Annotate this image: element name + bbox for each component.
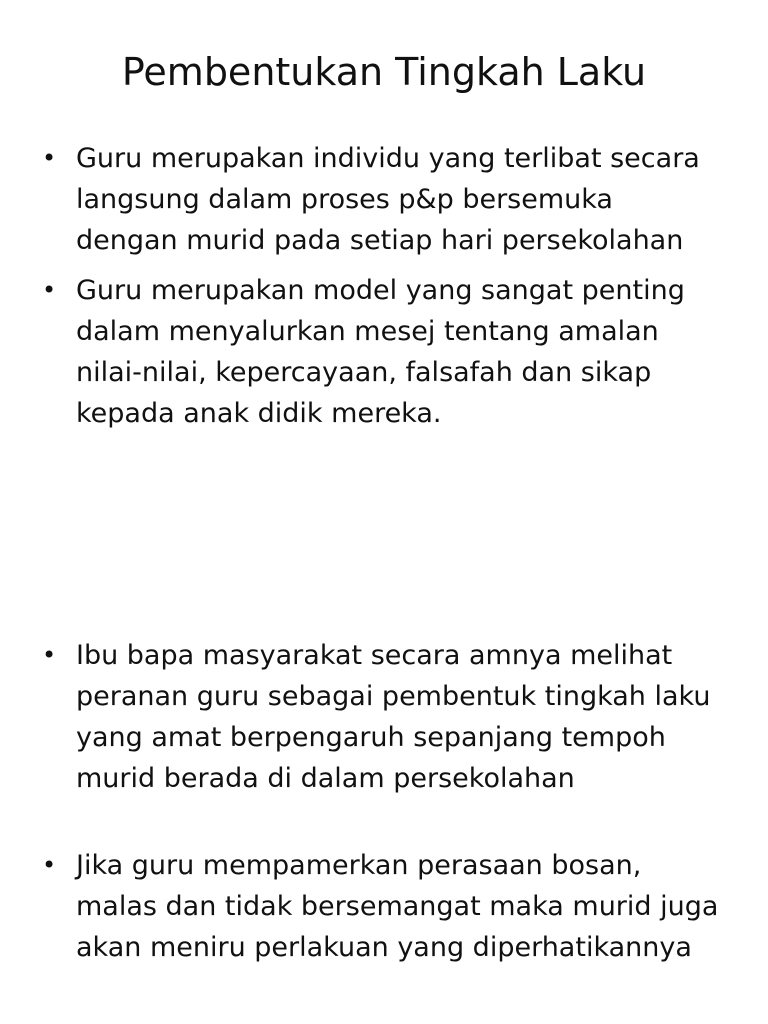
bullet-list [42, 138, 732, 977]
bullet-item-1 [42, 138, 732, 261]
bullet-text-2: Guru merupakan model yang sangat penting dalam menyalurkan mesej tentang amalan nilai-nilai, kepercayaan, falsafah dan sikap kepada anak didik mereka. [76, 275, 685, 429]
bullet-dot-icon: • [42, 851, 57, 879]
bullet-text-4: Jika guru mempamerkan perasaan bosan, malas dan tidak bersemangat maka murid juga akan meniru perlakuan yang diperhatikannya [76, 850, 719, 963]
content-spacer [42, 443, 732, 635]
bullet-dot-icon: • [42, 641, 57, 669]
slide-title: Pembentukan Tingkah Laku [121, 50, 647, 94]
bullet-item-4 [42, 845, 732, 968]
bullet-item-3 [42, 635, 732, 799]
bullet-item-2 [42, 270, 732, 434]
bullet-text-3: Ibu bapa masyarakat secara amnya melihat peranan guru sebagai pembentuk tingkah laku yang amat berpengaruh sepanjang tempoh murid berada di dalam persekolahan [76, 640, 711, 794]
content-spacer [42, 808, 732, 845]
bullet-dot-icon: • [42, 276, 57, 304]
bullet-dot-icon: • [42, 144, 57, 172]
bullet-text-1: Guru merupakan individu yang terlibat secara langsung dalam proses p&p bersemuka dengan murid pada setiap hari persekolahan [76, 143, 700, 256]
